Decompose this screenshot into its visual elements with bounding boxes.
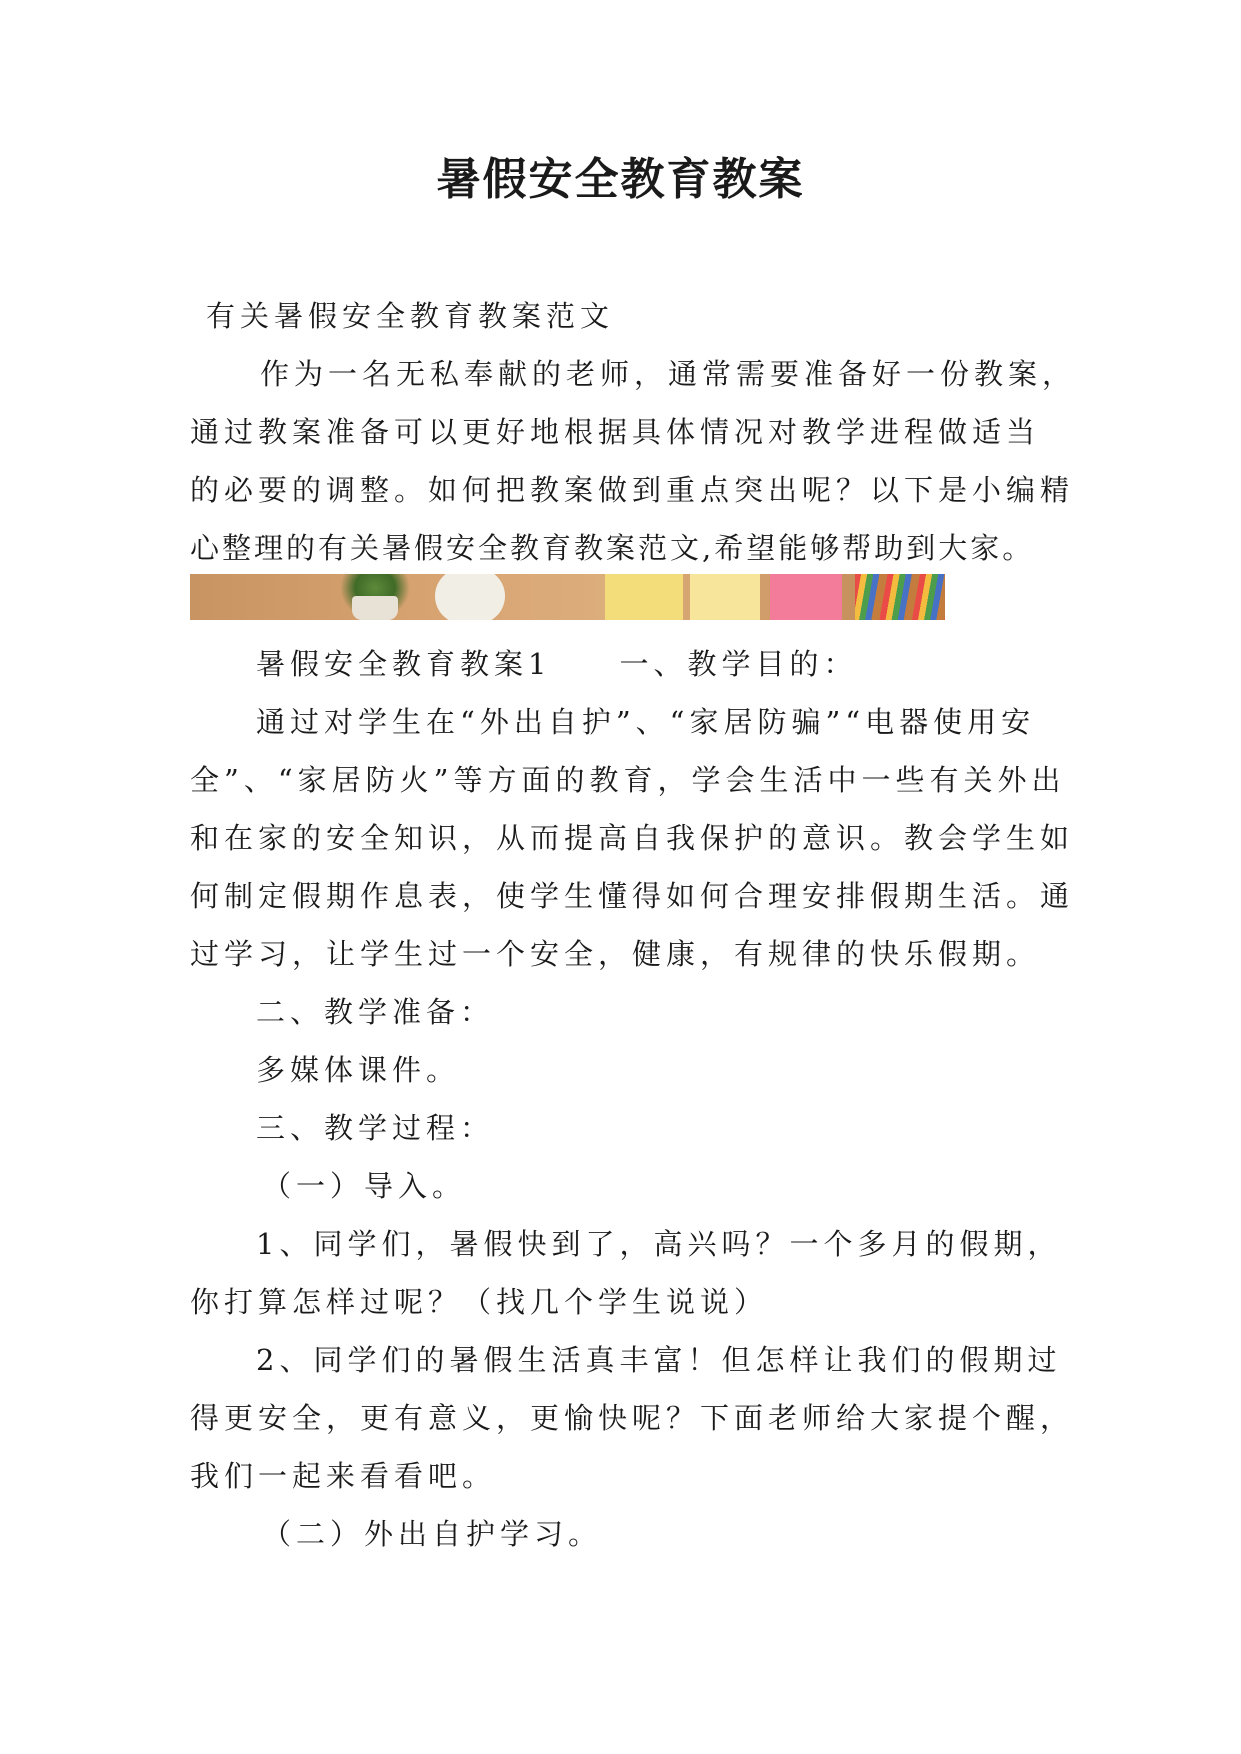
sticky-note-yellow bbox=[605, 574, 683, 620]
subsection-heading-1: （一）导入。 bbox=[262, 1169, 467, 1203]
intro-line-3: 的必要的调整。如何把教案做到重点突出呢？以下是小编精 bbox=[190, 473, 1075, 507]
body-line-1: 通过对学生在“外出自护”、“家居防骗”“电器使用安 bbox=[256, 705, 1036, 739]
body-line-2: 全”、“家居防火”等方面的教育，学会生活中一些有关外出 bbox=[190, 763, 1066, 797]
section-heading-2: 二、教学准备： bbox=[256, 995, 495, 1029]
colored-pencils bbox=[855, 574, 945, 620]
body-line-3: 和在家的安全知识，从而提高自我保护的意识。教会学生如 bbox=[190, 821, 1075, 855]
body-line-9: 2、同学们的暑假生活真丰富！但怎样让我们的假期过 bbox=[256, 1343, 1062, 1377]
sticky-note-light-yellow bbox=[690, 574, 760, 620]
intro-line-2: 通过教案准备可以更好地根据具体情况对教学进程做适当 bbox=[190, 415, 1041, 449]
section-heading-3: 三、教学过程： bbox=[256, 1111, 495, 1145]
body-line-10: 得更安全，更有意义，更愉快呢？下面老师给大家提个醒， bbox=[190, 1401, 1075, 1435]
body-line-11: 我们一起来看看吧。 bbox=[190, 1459, 497, 1493]
body-line-5: 过学习，让学生过一个安全，健康，有规律的快乐假期。 bbox=[190, 937, 1041, 971]
clock-shape bbox=[435, 574, 505, 620]
banner-image bbox=[190, 574, 945, 620]
subsection-heading-2: （二）外出自护学习。 bbox=[262, 1517, 603, 1551]
intro-line-4: 心整理的有关暑假安全教育教案范文,希望能够帮助到大家。 bbox=[190, 531, 1035, 565]
sticky-note-pink bbox=[770, 574, 842, 620]
page-title: 暑假安全教育教案 bbox=[436, 154, 805, 205]
body-line-8: 你打算怎样过呢？（找几个学生说说） bbox=[190, 1285, 769, 1319]
intro-line-1: 作为一名无私奉献的老师，通常需要准备好一份教案， bbox=[260, 357, 1077, 391]
subtitle-line: 有关暑假安全教育教案范文 bbox=[206, 299, 615, 333]
body-line-6: 多媒体课件。 bbox=[256, 1053, 461, 1087]
body-line-4: 何制定假期作息表，使学生懂得如何合理安排假期生活。通 bbox=[190, 879, 1075, 913]
pot-shape bbox=[352, 596, 398, 620]
body-line-7: 1、同学们，暑假快到了，高兴吗？一个多月的假期， bbox=[256, 1227, 1062, 1261]
section-heading-1: 暑假安全教育教案1 一、教学目的： bbox=[256, 647, 858, 681]
